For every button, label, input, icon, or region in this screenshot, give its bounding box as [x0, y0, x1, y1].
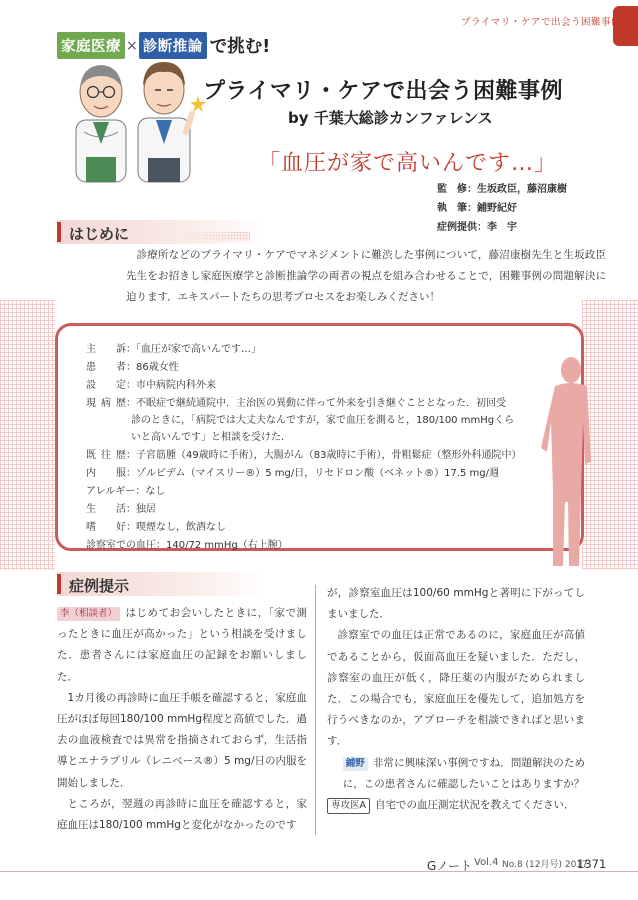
- case-right-column: [327, 583, 585, 816]
- series-chip-family-medicine: 家庭医療: [57, 32, 125, 59]
- footer-volume: Vol.4: [474, 857, 499, 868]
- summary-row-patient: 患 者：86歳女性: [86, 362, 179, 373]
- summary-row-history-cont2: いと高いんです」と相談を受けた．: [131, 432, 291, 443]
- page-headline: プライマリ・ケアで出会う困難事例: [203, 79, 564, 104]
- doctor-right-figure: [138, 62, 206, 182]
- footer-rule: [0, 871, 638, 872]
- dot-band-left: [0, 300, 55, 570]
- case-left-column: [57, 603, 307, 836]
- speaker-tag-resident: 専攻医A: [327, 798, 370, 814]
- summary-row-habits: 嗜 好：喫煙なし，飲酒なし: [86, 522, 226, 533]
- case-left-para-2: 1カ月後の再診時に血圧手帳を確認すると，家庭血圧がほぼ毎回180/100 mmHg程度と高値でした．過去の血液検査では異常を指摘されておらず，生活指導とエナラプリル（レニベース®）5 mg/日の内服を開始しました．: [57, 691, 308, 789]
- case-right-para-1: が，診察室血圧は100/60 mmHgと著明に下がってしまいました．: [327, 587, 585, 621]
- summary-row-past-history: 既往歴：子宮筋腫（49歳時に手術），大腸がん（83歳時に手術），骨粗鬆症（整形外科通院中）: [86, 450, 522, 461]
- summary-row-setting: 設 定：市中病院内科外来: [86, 380, 216, 391]
- credit-author: 執 筆：鋪野紀好: [437, 203, 517, 214]
- doctors-illustration: [66, 52, 206, 187]
- footer-issue: No.8 (12月号) 2017: [502, 860, 588, 870]
- doctor-silhouette: [535, 352, 593, 570]
- summary-row-medication: 内 服：ゾルピデム（マイスリー®）5 mg/日，リセドロン酸（ベネット®）17.5 mg/週: [86, 468, 500, 479]
- speaker-tag-shikino: 鋪野: [343, 757, 368, 771]
- case-left-para-3: ところが，翌週の再診時に血圧を確認すると，家庭血圧は180/100 mmHgと変化がなかったのです: [57, 797, 307, 832]
- case-summary-box: [55, 323, 584, 551]
- case-left-para-1: 李（相談者） はじめてお会いしたときに，「家で測ったときに血圧が高かった」という相談を受けました．患者さんには家庭血圧の記録をお願いしました．: [57, 607, 307, 683]
- summary-row-history: 現病歴：不眠症で継続通院中．主治医の異動に伴って外来を引き継ぐこととなった．初回受: [86, 398, 506, 409]
- credit-supervisor: 監 修：生坂政臣，藤沼康樹: [437, 184, 567, 195]
- footer-page-number: 1371: [577, 857, 607, 871]
- case-right-resident: 専攻医A 自宅での血圧測定状況を教えてください．: [327, 795, 585, 816]
- footer-journal: Gノート: [427, 859, 472, 873]
- byline: by 千葉大総診カンファレンス: [288, 109, 493, 127]
- series-tail: で挑む!: [209, 37, 271, 57]
- case-heading: [57, 572, 267, 596]
- summary-row-living: 生 活：独居: [86, 504, 156, 515]
- intro-paragraph: [126, 245, 606, 308]
- running-head: プライマリ・ケアで出会う困難事例: [461, 17, 622, 28]
- case-title: 「血圧が家で高いんです…」: [258, 151, 558, 176]
- series-times: ×: [126, 37, 138, 54]
- heading-bar: [57, 574, 61, 594]
- doctor-left-figure: [76, 65, 126, 182]
- case-heading-text: 症例提示: [69, 577, 130, 595]
- credit-case-provider: 症例提供：李 宇: [437, 222, 517, 233]
- summary-row-history-cont1: 診のときに，「病院では大丈夫なんですが，家で血圧を測ると，180/100 mmHgくら: [131, 415, 515, 426]
- summary-row-chief-complaint: 主 訴：「血圧が家で高いんです…」: [86, 344, 261, 355]
- summary-row-allergy: アレルギー：なし: [86, 486, 166, 497]
- intro-text: 診療所などのプライマリ・ケアでマネジメントに難渋した事例について，藤沼康樹先生と生坂政臣先生をお招きし家庭医療学と診断推論学の両者の視点を組み合わせることで，困難事例の問題解決に迫ります．エキスパートたちの思考プロセスをお楽しみください！: [126, 249, 606, 303]
- summary-row-office-bp: 診察室での血圧：140/72 mmHg（右上腕）: [86, 540, 288, 551]
- case-right-para-2: 診察室での血圧は正常であるのに，家庭血圧が高値であることから，仮面高血圧を疑いました．ただし，診察室の血圧が低く，降圧薬の内服がためられました．この場合でも，家庭血圧を優先して，追加処方を行うべきなのか，アプローチを相談できればと思います．: [327, 629, 585, 748]
- column-rule: [315, 585, 316, 835]
- credits: [437, 180, 567, 237]
- series-chip-diagnostic-reasoning: 診断推論: [139, 32, 207, 59]
- case-right-kanno: 鋪野 非常に興味深い事例ですね．問題解決のために，この患者さんに確認したいことはありますか？: [342, 756, 585, 790]
- heading-bar: [57, 222, 61, 242]
- intro-heading: [57, 220, 267, 244]
- intro-heading-text: はじめに: [69, 225, 130, 243]
- speaker-tag-li: 李（相談者）: [57, 607, 120, 621]
